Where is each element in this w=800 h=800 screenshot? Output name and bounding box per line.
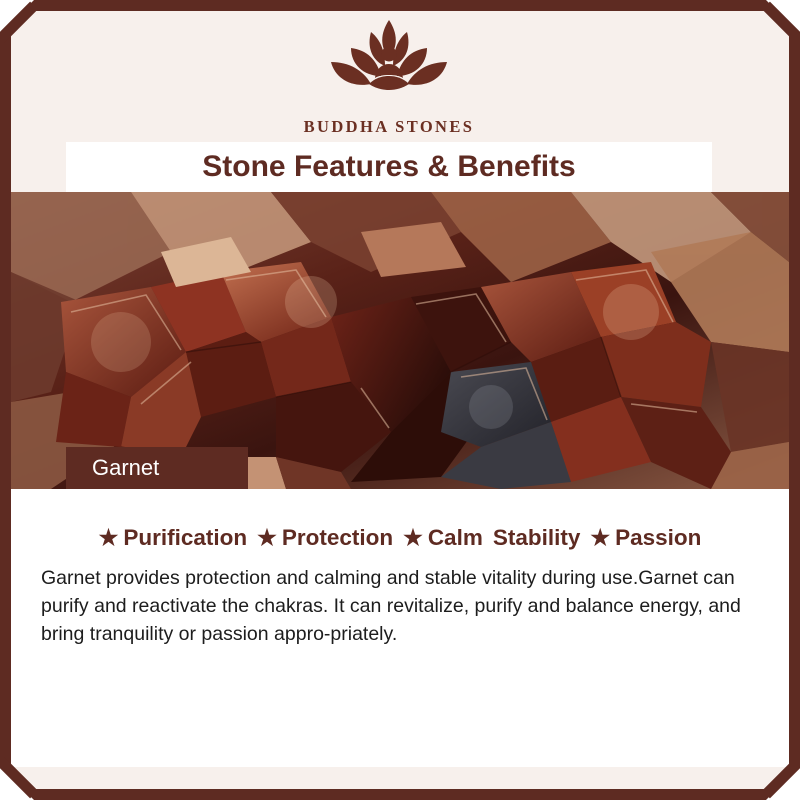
brand-name: BUDDHA STONES	[303, 117, 475, 136]
star-icon: ★	[257, 525, 277, 550]
benefit-label: Protection	[281, 525, 394, 550]
benefit-label: Passion	[615, 525, 702, 550]
benefits-list	[11, 525, 789, 551]
star-icon: ★	[98, 525, 119, 550]
stone-photo	[11, 192, 789, 489]
star-icon: ★	[590, 525, 611, 550]
stone-description: Garnet provides protection and calming and stable vitality during use.Garnet can purify and reactivate the chakras. It can revitalize, purify and balance energy, and bring tranquility or passion appro-priately.	[41, 567, 741, 645]
stone-name-tab	[66, 447, 248, 489]
stone-name: Garnet	[92, 455, 160, 480]
benefit-item	[585, 525, 706, 551]
benefit-label: Calm	[427, 525, 483, 550]
star-icon: ★	[403, 525, 423, 550]
benefit-label: Stability	[492, 525, 581, 550]
brand-logo-block	[0, 14, 778, 137]
benefit-item	[488, 525, 586, 551]
benefit-item	[252, 525, 398, 551]
benefit-label: Purification	[123, 525, 248, 550]
title-bar	[66, 142, 712, 192]
page-title: Stone Features & Benefits	[202, 150, 576, 183]
lotus-meditation-icon	[0, 14, 778, 115]
content-card	[11, 489, 789, 767]
benefit-item	[398, 525, 488, 551]
benefit-item	[94, 525, 253, 551]
